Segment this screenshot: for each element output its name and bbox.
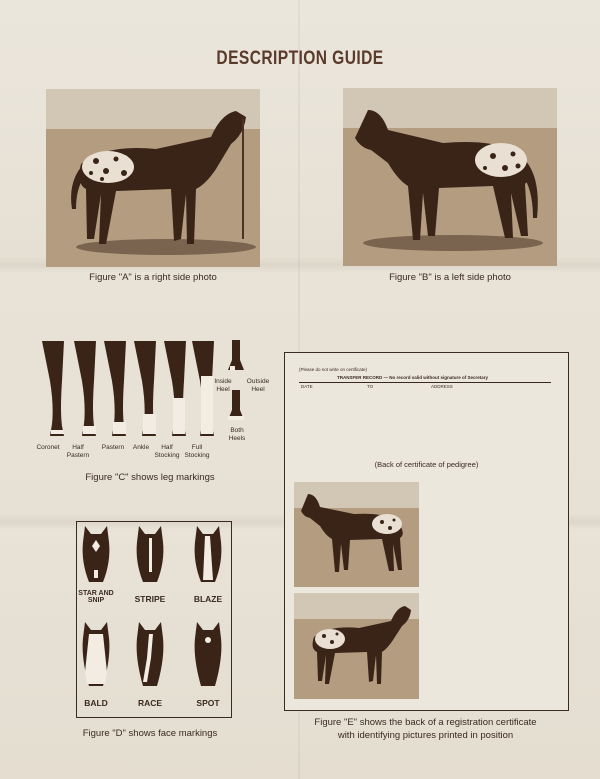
- heel-label-outside: Outside Heel: [246, 378, 270, 393]
- face-label-star-and-snip: STAR AND SNIP: [78, 590, 114, 604]
- transfer-record-heading: TRANSFER RECORD — No record valid without signature of Secretary: [337, 375, 489, 380]
- leg-label-pastern: Pastern: [101, 444, 125, 451]
- page-title: DESCRIPTION GUIDE: [216, 48, 384, 69]
- leg-label-half-stocking: Half Stocking: [154, 444, 180, 459]
- back-of-certificate-label: (Back of certificate of pedigree): [374, 460, 479, 469]
- face-label-spot: SPOT: [196, 698, 220, 708]
- transfer-record-rule: [299, 382, 551, 383]
- figure-a-caption: Figure "A" is a right side photo: [89, 272, 217, 283]
- heel-label-inside: Inside Heel: [214, 378, 232, 393]
- heel-label-both: Both Heels: [228, 427, 246, 442]
- leg-markings-figure: [36, 336, 216, 456]
- leg-drawings: [42, 341, 214, 436]
- face-label-blaze: BLAZE: [193, 594, 223, 604]
- figure-e-caption-line2: with identifying pictures printed in position: [337, 730, 514, 741]
- figure-b-photo: [343, 88, 557, 266]
- face-markings-figure: [76, 521, 232, 718]
- certificate-note: (Please do not write on certificate): [299, 367, 368, 372]
- figure-c-caption: Figure "C" shows leg markings: [85, 472, 215, 483]
- face-label-bald: BALD: [84, 698, 108, 708]
- certificate-back: [284, 352, 569, 711]
- face-label-race: RACE: [137, 698, 163, 708]
- column-to: TO: [367, 384, 374, 389]
- column-date: DATE: [301, 384, 313, 389]
- leg-label-coronet: Coronet: [36, 444, 60, 451]
- leg-label-full-stocking: Full Stocking: [184, 444, 210, 459]
- certificate-photo-right-side: [294, 593, 419, 699]
- leg-label-half-pastern: Half Pastern: [66, 444, 90, 459]
- figure-d-caption: Figure "D" shows face markings: [82, 728, 218, 739]
- certificate-photo-left-side: [294, 482, 419, 587]
- figure-b-caption: Figure "B" is a left side photo: [389, 272, 511, 283]
- figure-a-photo: [46, 89, 260, 267]
- face-label-stripe: STRIPE: [134, 594, 166, 604]
- column-address: ADDRESS: [431, 384, 453, 389]
- figure-e-caption-line1: Figure "E" shows the back of a registration certificate: [314, 717, 537, 728]
- leg-label-ankle: Ankle: [132, 444, 150, 451]
